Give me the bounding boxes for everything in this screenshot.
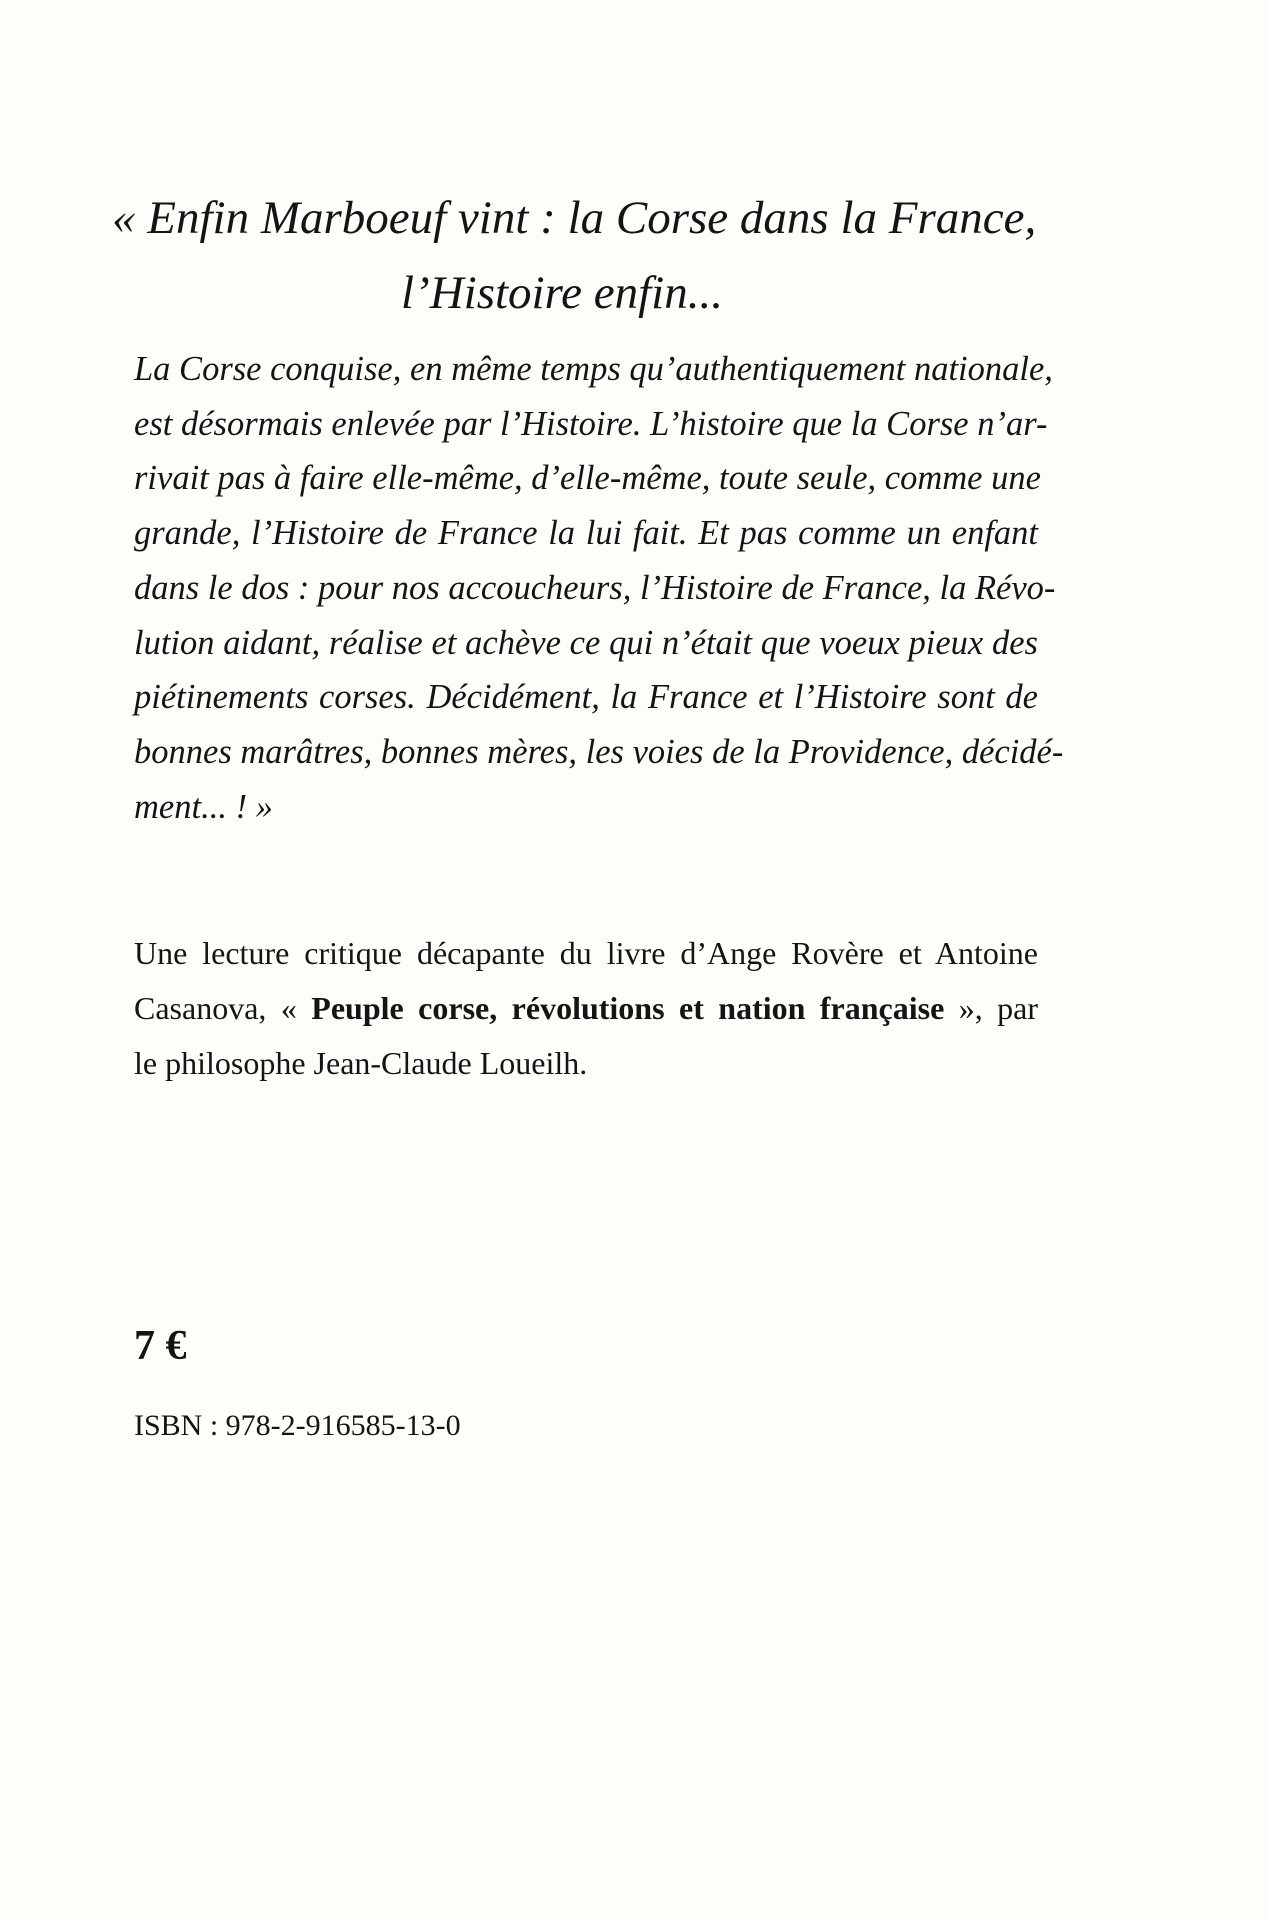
description-block <box>134 926 1038 1091</box>
quote-line: dans le dos : pour nos accoucheurs, l’Histoire de France, la Révo- <box>134 568 1056 607</box>
quote-line: grande, l’Histoire de France la lui fait. Et pas comme un enfant <box>134 514 1038 553</box>
description-suffix: », par <box>944 990 1038 1026</box>
quote-line: piétinements corses. Décidément, la France et l’Histoire sont de <box>134 678 1038 717</box>
description-line-2 <box>134 981 1038 1036</box>
quote-line: lution aidant, réalise et achève ce qui n’était que voeux pieux des <box>134 623 1038 662</box>
description-line-3: le philosophe Jean-Claude Loueilh. <box>134 1045 588 1081</box>
title-line-2: l’Histoire enfin... <box>400 267 723 319</box>
quote-block <box>134 342 1064 834</box>
description-prefix: Casanova, « <box>134 990 312 1026</box>
quote-line: La Corse conquise, en même temps qu’authentiquement nationale, <box>134 350 1053 388</box>
quote-line: rivait pas à faire elle-même, d’elle-même, toute seule, comme une <box>134 459 1041 498</box>
title-line-1: « Enfin Marboeuf vint : la Corse dans la France, <box>112 192 1037 244</box>
quote-line: ment... ! » <box>134 787 273 826</box>
quote-line: bonnes marâtres, bonnes mères, les voies de la Providence, décidé- <box>134 732 1064 771</box>
quote-line: est désormais enlevée par l’Histoire. L’histoire que la Corse n’ar- <box>134 404 1048 443</box>
book-title: Peuple corse, révolutions et nation française <box>311 990 945 1026</box>
price: 7 € <box>134 1323 187 1369</box>
isbn: ISBN : 978-2-916585-13-0 <box>134 1409 461 1442</box>
description-line-1: Une lecture critique décapante du livre d’Ange Rovère et Antoine <box>134 935 1038 971</box>
